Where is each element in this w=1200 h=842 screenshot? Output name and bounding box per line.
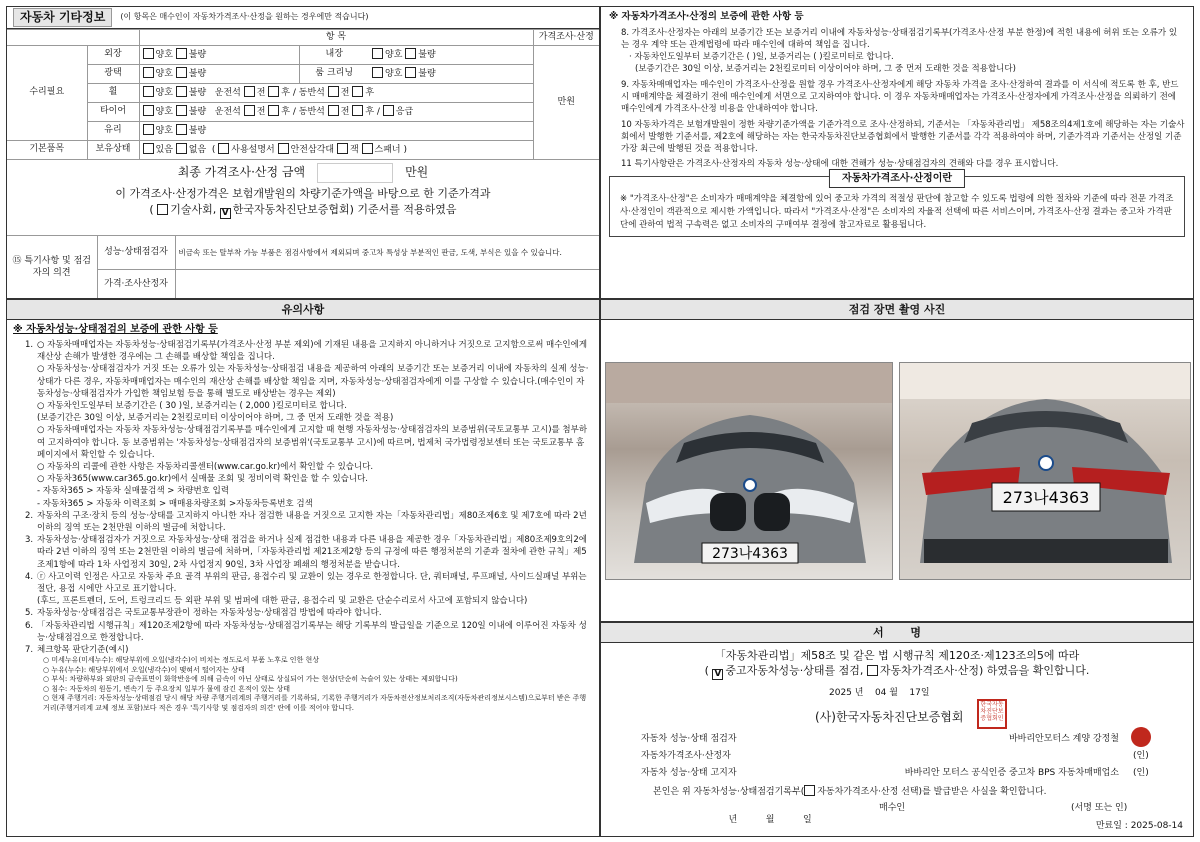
glass-good-checkbox[interactable]	[143, 124, 154, 135]
etc-info-title: 자동차 기타정보	[13, 8, 112, 28]
etc-info-table: 항 목 가격조사·산정 수리필요 외장 양호 불량 내장 양호 불량 만원 광택 양호 불량 룸 크리닝 양호 불량 휠 양호 불량 운전석 전 후 / 동반석 전 후 타이어 양호 불량 운전석 전 후 / 동반석 전 후 / 응급 유리 양호 불량 기본품목 보유상태 있음 없음 ( 사용설명서 안전삼각대 잭 스패너 )	[7, 29, 599, 160]
note-item	[25, 339, 591, 363]
row-gloss: 광택	[87, 65, 139, 84]
sign-row	[641, 731, 1151, 748]
note-item	[25, 620, 591, 644]
note-text: ○ 자동차365(www.car365.go.kr)에서 실매물 조회 및 정비이력 확인을 할 수 있습니다.	[37, 474, 369, 485]
note-text: 자동차성능·상태점검자가 거짓으로 자동차성능·상태 점검을 하거나 실제 점검한 내용과 다른 내용을 제공한 경우「자동차관리법」제80조제9호의2에 따라 2년 이하의 징역 또는 2천만원 이하의 벌금에 처하며,「자동차관리법 제21조제2항 등의 규정에 따른 행정처분의 기준과 절차에 관한 규칙」제5조제1항에 따라 1차 사업정지 30일, 2차 사업정지 90일, 3차 사업장 폐쇄의 행정처분을 받습니다.	[37, 535, 587, 570]
front-car-image	[606, 363, 893, 580]
note-text: 체크항목 판단기준(예시)	[37, 645, 129, 656]
row-interior: 내장	[299, 46, 369, 65]
wheel-pass-front-checkbox[interactable]	[328, 86, 339, 97]
spanner-checkbox[interactable]	[362, 143, 373, 154]
perf-text: 비금속 또는 탈부착 가능 부품은 점검사항에서 제외되며 중고차 특성상 부분적인 판금, 도색, 부식은 있을 수 있습니다.	[175, 236, 600, 270]
pw-item-8a: · 자동차인도일부터 보증기간은 ( )일, 보증거리는 ( )킬로미터로 합니다.	[629, 52, 894, 63]
room-bad-checkbox[interactable]	[405, 67, 416, 78]
buyer-sign: (서명 또는 인)	[1071, 803, 1128, 813]
note-number	[25, 595, 37, 607]
note-sub-item: ○ 현재 주행거리: 자동차성능·상태점검 당시 해당 차량 주행거리계의 주행거리를 기록하되, 기록한 주행거리가 자동차전산정보처리조직(자동차관리정보시스템)으로부터 받은 주행거리(주행거리계 교체 정보 포함)보다 적은 경우 '특기사항 및 점검자의 의견' 란에 이를 적어야 합니다.	[43, 694, 587, 712]
jack-checkbox[interactable]	[337, 143, 348, 154]
note-item	[25, 363, 591, 400]
sign-org: (사)한국자동차진단보증협회	[815, 710, 964, 724]
signature-header: 서 명	[601, 623, 1193, 643]
note-text: - 자동차365 > 자동차 이력조회 > 매매용차량조회 >자동차등록번호 검색	[37, 498, 313, 509]
pw-item-8: 8. 가격조사·산정자는 아래의 보증기간 또는 보증거리 이내에 자동차성능·상태점검기록부(가격조사·산정 부분 한정)에 적힌 내용에 허위 또는 오류가 있는 경우 계약 또는 관계법령에 따라 매수인에 대하여 책임을 집니다.	[621, 28, 1178, 51]
receipt-checkbox[interactable]	[804, 785, 815, 796]
possession-label: 보유상태	[87, 141, 139, 160]
note-text: ○ 자동차매매업자는 자동차 자동차성능·상태점검기록부를 매수인에게 고지할 때 현행 자동차성능·상태점검자의 보증범위(국토교통부 고시)를 첨부하여 고지하여야 합니다. 동 보증범위는 '자동차성능·상태점검자의 보증범위'(국토교통부 고시)에 따르며, 법제처 국가법령정보센터 또는 국토교통부 홈페이지에서 확인할 수 있습니다.	[37, 425, 588, 460]
tire-pass-front-checkbox[interactable]	[328, 105, 339, 116]
receipt-line: 본인은 위 자동차성능·상태점검기록부( 자동차가격조사·산정 선택)를 발급받은 사실을 확인합니다.	[653, 787, 1047, 797]
notes-header: 유의사항	[7, 300, 599, 320]
won-unit: 만원	[533, 46, 599, 160]
sign-law: 「자동차관리법」제58조 및 같은 법 시행규칙 제120조·제123조의5에 따라	[714, 649, 1080, 662]
etc-info-panel	[6, 6, 600, 299]
triangle-checkbox[interactable]	[278, 143, 289, 154]
note-item	[25, 461, 591, 473]
row-tire: 타이어	[87, 103, 139, 122]
basic-label: 기본품목	[7, 141, 87, 160]
note-item	[25, 510, 591, 534]
note-item	[25, 571, 591, 595]
rear-photo	[899, 362, 1191, 580]
final-price-unit: 만원	[405, 165, 429, 180]
note-text: 「자동차관리법 시행규칙」제120조제2항에 따라 자동차성능·상태점검기록부는 해당 기록부의 발급일을 기준으로 120일 이내에 이루어진 자동차 성능·상태점검으로 한정합니다.	[37, 620, 587, 643]
price-opinion	[175, 270, 600, 300]
what-is-title: 자동차가격조사·산정이란	[829, 169, 965, 188]
note-item	[25, 644, 591, 656]
sign-row-mark: (인)	[1133, 750, 1149, 761]
sign-row-value: 바바리안모터스 계양 강정철	[1008, 733, 1119, 744]
final-price-input[interactable]	[317, 163, 393, 183]
sign-date: 2025 년 04 월 17일	[829, 688, 930, 698]
final-price-row	[7, 160, 599, 186]
note-number: 4.	[25, 571, 34, 582]
note-text: ○ 자동차매매업자는 자동차성능·상태점검기록부(가격조사·산정 부분 제외)에 기재된 내용을 고지하지 아니하거나 거짓으로 고지함으로써 매수인에게 재산상 손해가 발생한 경우에는 그 손해를 배상할 책임을 집니다.	[37, 340, 588, 363]
note-item	[25, 534, 591, 571]
note-number: 5.	[25, 608, 34, 619]
note-number: 3.	[25, 535, 34, 546]
note-number	[25, 461, 37, 473]
confirm-a-checkbox[interactable]: V	[712, 669, 723, 680]
note-text: 자동차성능·상태점검은 국토교통부장관이 정하는 자동차성능·상태점검 방법에 따라야 합니다.	[37, 608, 382, 619]
gloss-good-checkbox[interactable]	[143, 67, 154, 78]
note-text: (후드, 프론트펜더, 도어, 트렁크리드 등 외판 부위 및 범퍼에 대한 판금, 용접수리 및 교환은 단순수리로서 사고에 포함되지 않습니다)	[37, 596, 528, 607]
wheel-driver-front-checkbox[interactable]	[244, 86, 255, 97]
tire-emergency-checkbox[interactable]	[383, 105, 394, 116]
note-sub-item: ○ 침수: 자동차의 원동기, 변속기 등 주요장치 일부가 물에 잠긴 흔적이 있는 상태	[43, 684, 291, 693]
etc-info-title-bar	[7, 7, 599, 29]
front-photo	[605, 362, 893, 580]
wheel-good-checkbox[interactable]	[143, 86, 154, 97]
note-number: 2.	[25, 510, 34, 521]
note-sub-item: ○ 미세누유(미세누수): 해당부위에 오일(냉각수)이 비치는 정도로서 부품 노후로 인한 현상	[43, 656, 320, 665]
note-item	[25, 412, 591, 424]
note-number	[25, 473, 37, 485]
note-text: 자동차의 구조·장치 등의 성능·상태를 고지하지 아니한 자나 점검한 내용을 거짓으로 고지한 자는「자동차관리법」제80조제6호 및 제7호에 따라 2년 이하의 징역 또는 2천만원 이하의 벌금에 처합니다.	[37, 510, 587, 534]
sign-row-value: 바바리안 모터스 공식인증 중고차 BPS 자동차매매업소	[904, 767, 1119, 778]
sign-row-label: 자동차 성능·상태 고지자	[641, 767, 737, 778]
note-item	[25, 498, 591, 510]
rear-plate: 273나4363	[1002, 488, 1090, 507]
org-seal: 한국자동차진단보증협회인	[977, 699, 1007, 729]
tire-driver-front-checkbox[interactable]	[244, 105, 255, 116]
special-label: ⑮ 특기사항 및 점검자의 의견	[7, 236, 97, 300]
note-item	[25, 424, 591, 461]
note-number	[25, 424, 37, 461]
buyer-label: 매수인	[879, 803, 906, 813]
price-warranty-title: ※ 자동차가격조사·산정의 보증에 관한 사항 등	[609, 11, 804, 22]
note-item	[25, 485, 591, 497]
receipt-ymd: 년 월 일	[728, 814, 812, 825]
note-number	[25, 363, 37, 400]
what-is-text: ※ "가격조사·산정"은 소비자가 매매계약을 체결함에 있어 중고차 가격의 적절성 판단에 참고할 수 있도록 법령에 의한 절차와 기준에 따라 전문 가격조사·산정인이 객관적으로 제시한 가액입니다. 따라서 "가격조사·산정"은 소비자의 자율적 선택에 따른 서비스이며, 가격조사·산정 결과는 중고차 가격판단에 관하여 법적 구속력은 없고 소비자의 구매여부 결정에 참고자료로 활용됩니다.	[620, 194, 1174, 231]
signature-panel: 서 명 「자동차관리법」제58조 및 같은 법 시행규칙 제120조·제123조의5에 따라 ( V 중고자동차성능·상태를 점검, 자동차가격조사·산정) 하였음을 확인합니다. 2025 년 04 월 17일 (사)한국자동차진단보증협회 한국자동차진단보증협회인 자동차 성능·상태 점검자 바바리안모터스 계양 강정철 자동차가격조사·산정자 (인) 자동차 성능·상태 고지자 바바리안 모터스 공식인증 중고차 BPS 자동차매매업소 (인) 본인은 위 자동차성능·상태점검기록부( 자동차가격조사·산정 선택)를 발급받은 사실을 확인합니다. 년 월 일 매수인 (서명 또는 인) 만료일 : 2025-08-14	[600, 622, 1194, 837]
wheel-bad-checkbox[interactable]	[176, 86, 187, 97]
note-sub-item: ○ 부식: 차량하부와 외판의 금속표면이 화학반응에 의해 금속이 아닌 상태로 상실되어 가는 현상(단순히 녹슬어 있는 상태는 제외합니다)	[43, 675, 458, 684]
pw-item-11: 11 특기사항란은 가격조사·산정자의 자동차 성능·상태에 대한 견해가 성능·상태점검자의 견해와 다를 경우 표시합니다.	[621, 159, 1059, 170]
col-item-header: 항 목	[139, 30, 533, 46]
tire-bad-checkbox[interactable]	[176, 105, 187, 116]
etc-info-note: (이 항목은 매수인이 자동차가격조사·산정을 원하는 경우에만 적습니다)	[120, 12, 369, 22]
note-text: (보증기간은 30일 이상, 보증거리는 2천킬로미터 이상이어야 하며, 그 중 먼저 도래한 것을 적용)	[37, 413, 394, 424]
confirm-b-checkbox[interactable]	[867, 665, 878, 676]
note-sub-item: ○ 누유(누수): 해당부위에서 오일(냉각수)이 맺혀서 떨어지는 상태	[43, 665, 245, 674]
sign-row-label: 자동차가격조사·산정자	[641, 750, 731, 761]
tire-good-checkbox[interactable]	[143, 105, 154, 116]
row-exterior: 외장	[87, 46, 139, 65]
sign-row	[641, 748, 1151, 765]
exterior-bad-checkbox[interactable]	[176, 48, 187, 59]
row-room: 룸 크리닝	[299, 65, 369, 84]
room-good-checkbox[interactable]	[372, 67, 383, 78]
notes-panel	[6, 299, 600, 837]
note-item	[25, 595, 591, 607]
sign-row	[641, 765, 1151, 782]
inspector-seal	[1131, 727, 1151, 747]
col-price-header: 가격조사·산정	[533, 30, 599, 46]
basis-b-checkbox[interactable]: V	[220, 208, 231, 219]
wheel-driver-rear-checkbox[interactable]	[268, 86, 279, 97]
none-checkbox[interactable]	[176, 143, 187, 154]
gloss-bad-checkbox[interactable]	[176, 67, 187, 78]
exterior-good-checkbox[interactable]	[143, 48, 154, 59]
special-table	[7, 235, 600, 299]
price-warranty-panel	[600, 6, 1194, 299]
sign-row-label: 자동차 성능·상태 점검자	[641, 733, 737, 744]
interior-bad-checkbox[interactable]	[405, 48, 416, 59]
have-checkbox[interactable]	[143, 143, 154, 154]
perf-label: 성능·상태점검자	[97, 236, 175, 270]
note-number	[25, 498, 37, 510]
price-label: 가격·조사산정자	[97, 270, 175, 300]
note-text: ⓡ 사고이력 인정은 사고로 자동차 주요 골격 부위의 판금, 용접수리 및 교환이 있는 경우로 한정합니다. 단, 쿼터패널, 루프패널, 사이드실패널 부위는 절단, 용접 시에만 사고로 표기합니다.	[37, 571, 587, 595]
sign-rows	[641, 731, 1151, 782]
pw-item-10: 10 자동차가격은 보험개발원이 정한 차량기준가액을 기준가격으로 조사·산정하되, 기준서는 「자동차관리법」 제58조의4제1호에 해당하는 자는 기술사회에서 발행한 기준서를, 제2호에 해당하는 자는 한국자동차진단보증협회에서 발행한 기준서를 각각 적용하여야 하며, 기준가격과 기준서는 산정일 기준 가장 최근에 발행된 것을 적용합니다.	[621, 120, 1185, 155]
note-number	[25, 485, 37, 497]
wheel-pass-rear-checkbox[interactable]	[352, 86, 363, 97]
rear-car-image	[900, 363, 1191, 580]
note-number	[25, 412, 37, 424]
expiry: 만료일 : 2025-08-14	[1095, 821, 1183, 831]
note-text: ○ 자동차성능·상태점검자가 거짓 또는 오류가 있는 자동차성능·상태점검 내용을 제공하여 아래의 보증기간 또는 보증거리 이내에 자동차의 실제 성능·상태가 다른 경우, 자동차매매업자는 매수인의 재산상 손해를 배상할 책임을 지며, 자동차성능·상태점검자에게 이를 구상할 수 있습니다.(매수인이 자동차성능·상태점검자가 가입한 책임보험 등을 통해 별도로 배상받는 경우는 제외)	[37, 364, 589, 399]
sign-row-mark: (인)	[1133, 767, 1149, 778]
notes-title: ※ 자동차성능·상태점검의 보증에 관한 사항 등	[13, 324, 218, 335]
note-text: ○ 자동차인도일부터 보증기간은 ( 30 )일, 보증거리는 ( 2,000 )킬로미터로 합니다.	[37, 401, 347, 412]
final-price-label: 최종 가격조사·산정 금액	[177, 165, 306, 180]
basis-text: 이 가격조사·산정가격은 보험개발원의 차량기준가액을 바탕으로 한 기준가격과 ( 기술사회, V 한국자동차진단보증협회) 기준서를 적용하였음	[115, 187, 491, 218]
pw-item-8b: (보증기간은 30일 이상, 보증거리는 2천킬로미터 이상이어야 하며, 그 중 먼저 도래한 것을 적용합니다)	[635, 64, 1016, 75]
glass-bad-checkbox[interactable]	[176, 124, 187, 135]
row-glass: 유리	[87, 122, 139, 141]
note-text: ○ 자동차의 리콜에 관한 사항은 자동차리콜센터(www.car.go.kr)에서 확인할 수 있습니다.	[37, 462, 374, 473]
note-item	[25, 400, 591, 412]
manual-checkbox[interactable]	[218, 143, 229, 154]
tire-pass-rear-checkbox[interactable]	[352, 105, 363, 116]
note-number	[25, 400, 37, 412]
note-item	[25, 473, 591, 485]
note-number: 7.	[25, 645, 34, 656]
photos-header: 점검 장면 촬영 사진	[601, 300, 1193, 320]
note-number: 1.	[25, 340, 34, 350]
row-wheel: 휠	[87, 84, 139, 103]
tire-driver-rear-checkbox[interactable]	[268, 105, 279, 116]
front-plate: 273나4363	[712, 546, 788, 562]
what-is-box	[609, 173, 1185, 237]
notes-list	[7, 339, 599, 713]
basis-a-checkbox[interactable]	[157, 204, 168, 215]
repair-label: 수리필요	[7, 46, 87, 141]
pw-item-9: 9. 자동차매매업자는 매수인이 가격조사·산정을 원할 경우 가격조사·산정자에게 해당 자동차 가격을 조사·산정하여 결과를 이 서식에 적도록 한 후, 반드시 매매계약을 체결하기 전에 매수인에게 서면으로 고지하여야 합니다. 이 경우 자동차매매업자는 가격조사·산정자에게 가격조사·산정을 의뢰하기 전에 매수인에게 가격조사·산정 비용을 안내하여야 합니다.	[621, 80, 1179, 115]
note-text: - 자동차365 > 자동차 실매물검색 > 차량번호 입력	[37, 486, 230, 497]
interior-good-checkbox[interactable]	[372, 48, 383, 59]
note-number: 6.	[25, 620, 34, 631]
photos-panel	[600, 299, 1194, 622]
note-item	[25, 607, 591, 619]
